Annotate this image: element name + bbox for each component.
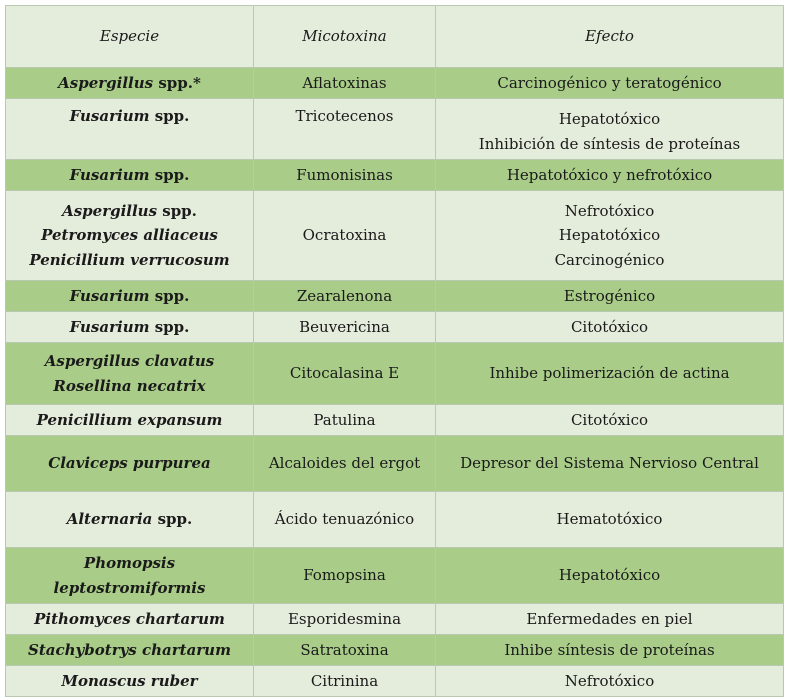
toxin-cell: Ocratoxina [254, 191, 436, 281]
species-name: Penicillium verrucosum [29, 250, 230, 269]
species-cell [6, 68, 254, 99]
species-name: Monascus ruber [61, 671, 198, 690]
table-row [6, 405, 784, 436]
species-cell [6, 492, 254, 548]
effect-line: Enfermedades en piel [526, 609, 693, 628]
toxin-cell: Zearalenona [254, 281, 436, 312]
table-row [6, 281, 784, 312]
effect-cell [436, 191, 784, 281]
species-name: Phomopsis leptostromiformis [53, 554, 206, 597]
species-line [12, 374, 247, 399]
effect-cell [436, 312, 784, 343]
effect-line: Estrogénico [563, 286, 656, 305]
effect-line: Hepatotóxico [558, 226, 661, 245]
toxin-cell: Fumonisinas [254, 160, 436, 191]
table-row [6, 160, 784, 191]
species-name: Petromyces alliaceus [41, 226, 218, 245]
effect-line: Nefrotóxico [564, 671, 655, 690]
table-row [6, 492, 784, 548]
species-line [12, 71, 247, 96]
species-line [12, 638, 247, 663]
effect-line: Carcinogénico y teratogénico [497, 73, 722, 92]
species-line [12, 507, 247, 532]
species-name: Aspergillus [62, 201, 158, 220]
species-line [12, 607, 247, 632]
species-line [12, 104, 247, 129]
toxin-cell: Alcaloides del ergot [254, 436, 436, 492]
table-row [6, 548, 784, 604]
toxin-cell: Esporidesmina [254, 604, 436, 635]
toxin-cell: Tricotecenos [254, 99, 436, 160]
effect-line: Inhibición de síntesis de proteínas [478, 134, 741, 153]
effect-line: Nefrotóxico [564, 201, 655, 220]
species-name: Aspergillus clavatus [44, 352, 215, 370]
species-name: Pithomyces chartarum [34, 609, 225, 628]
effect-line: Inhibe polimerización de actina [489, 364, 730, 383]
species-cell [6, 405, 254, 436]
species-cell [6, 99, 254, 160]
species-line [12, 315, 247, 340]
table-row [6, 635, 784, 666]
effect-line: Hepatotóxico [558, 110, 661, 128]
species-line [12, 199, 247, 224]
species-line [12, 551, 247, 600]
species-line [12, 163, 247, 188]
species-name: Aspergillus [58, 73, 154, 92]
effect-line: Depresor del Sistema Nervioso Central [460, 454, 759, 473]
species-name: Claviceps purpurea [48, 454, 211, 473]
species-name: Penicillium expansum [36, 410, 223, 429]
species-name: Fusarium [69, 317, 150, 336]
table-row [6, 68, 784, 99]
species-cell [6, 666, 254, 697]
species-cell [6, 343, 254, 405]
toxin-cell: Ácido tenuazónico [254, 492, 436, 548]
toxin-cell: Fomopsina [254, 548, 436, 604]
species-cell [6, 604, 254, 635]
toxin-cell: Citocalasina E [254, 343, 436, 405]
effect-cell [436, 405, 784, 436]
species-cell [6, 436, 254, 492]
table-body [6, 68, 784, 697]
effect-line: Hepatotóxico y nefrotóxico [506, 165, 713, 184]
effect-cell [436, 68, 784, 99]
species-line [12, 284, 247, 309]
effect-line: Carcinogénico [554, 250, 665, 269]
species-suffix: spp. [149, 286, 190, 305]
species-suffix: spp. [157, 201, 197, 220]
species-suffix: spp. [149, 165, 190, 184]
species-cell [6, 548, 254, 604]
mycotoxin-table [5, 5, 784, 697]
effect-cell [436, 492, 784, 548]
species-cell [6, 635, 254, 666]
effect-cell [436, 99, 784, 160]
species-cell [6, 312, 254, 343]
species-suffix: spp. [149, 317, 190, 336]
effect-cell [436, 160, 784, 191]
species-cell [6, 281, 254, 312]
toxin-cell: Citrinina [254, 666, 436, 697]
species-line [12, 451, 247, 476]
species-suffix: spp.* [153, 73, 201, 92]
toxin-cell: Beuvericina [254, 312, 436, 343]
species-name: Fusarium [69, 286, 150, 305]
toxin-cell: Patulina [254, 405, 436, 436]
header-micotoxina: Micotoxina [254, 6, 436, 68]
effect-cell [436, 635, 784, 666]
table-row [6, 312, 784, 343]
species-name: Stachybotrys chartarum [28, 640, 231, 659]
effect-line: Inhibe síntesis de proteínas [504, 640, 715, 659]
effect-cell [436, 604, 784, 635]
species-name: Alternaria [66, 510, 153, 529]
effect-cell [436, 281, 784, 312]
table-row [6, 99, 784, 160]
table-row [6, 343, 784, 405]
header-efecto: Efecto [436, 6, 784, 68]
species-cell [6, 160, 254, 191]
table-row [6, 604, 784, 635]
species-name: Rosellina necatrix [53, 376, 206, 395]
species-name: Fusarium [69, 107, 150, 125]
species-line [12, 408, 247, 433]
table-row [6, 191, 784, 281]
effect-line: Citotóxico [570, 410, 649, 429]
toxin-cell: Satratoxina [254, 635, 436, 666]
effect-line: Hematotóxico [556, 510, 663, 529]
header-especie: Especie [6, 6, 254, 68]
table-row [6, 436, 784, 492]
effect-line: Citotóxico [570, 317, 649, 336]
header-row [6, 6, 784, 68]
toxin-cell: Aflatoxinas [254, 68, 436, 99]
species-line [12, 349, 247, 374]
species-line [12, 669, 247, 694]
species-line [12, 248, 247, 273]
table-row [6, 666, 784, 697]
effect-cell [436, 436, 784, 492]
effect-cell [436, 548, 784, 604]
species-suffix: spp. [149, 107, 190, 125]
effect-cell [436, 343, 784, 405]
effect-cell [436, 666, 784, 697]
species-line [12, 223, 247, 248]
species-cell [6, 191, 254, 281]
species-name: Fusarium [69, 165, 150, 184]
effect-line: Hepatotóxico [558, 566, 661, 585]
species-suffix: spp. [152, 510, 193, 529]
